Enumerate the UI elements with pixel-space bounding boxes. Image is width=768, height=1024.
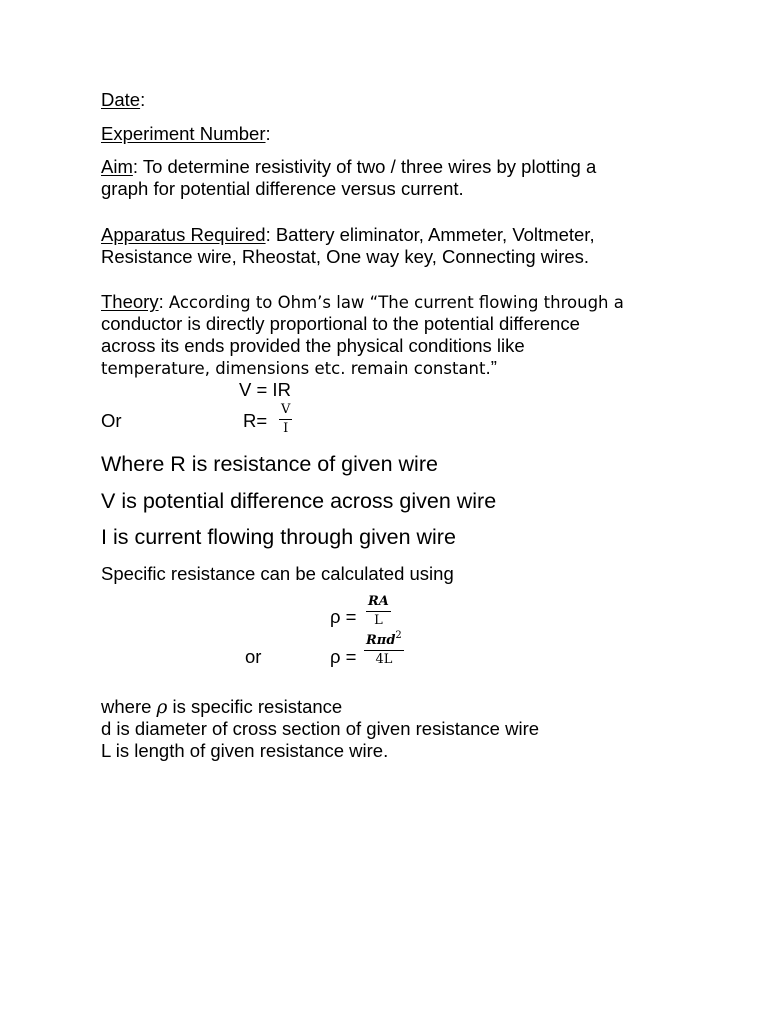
rho-fraction-1-denominator: L xyxy=(374,613,383,628)
apparatus-line-2: Resistance wire, Rheostat, One way key, Connecting wires. xyxy=(101,246,590,267)
apparatus-label: Apparatus Required xyxy=(101,224,266,245)
r-fraction xyxy=(279,403,292,436)
aim-text-1: : To determine resistivity of two / three wires by plotting a xyxy=(132,156,597,177)
rho-fraction-1 xyxy=(366,595,391,628)
r-fraction-numerator: V xyxy=(281,402,291,417)
rho-symbol: ρ xyxy=(156,697,168,718)
rho-fraction-2-bar xyxy=(364,650,404,651)
or-label-1: Or xyxy=(101,410,122,431)
aim-line-2: graph for potential difference versus current. xyxy=(101,178,464,199)
definition-i: I is current flowing through given wire xyxy=(101,525,456,549)
definition-r: Where R is resistance of given wire xyxy=(101,452,438,476)
ohms-law-formula: V = IR xyxy=(239,379,291,400)
where-l-line: L is length of given resistance wire. xyxy=(101,740,389,761)
rho-equals-2: ρ = xyxy=(330,646,357,667)
experiment-number-line xyxy=(101,123,271,145)
where-rho-prefix: where xyxy=(101,696,157,717)
rho-fraction-2-exponent: 2 xyxy=(395,630,402,641)
where-rho-line xyxy=(101,696,342,719)
rho-fraction-2-denominator: 4L xyxy=(375,652,393,667)
aim-line-1 xyxy=(101,156,596,178)
theory-colon: : xyxy=(158,291,169,312)
apparatus-text-1: : Battery eliminator, Ammeter, Voltmeter, xyxy=(265,224,595,245)
theory-line-2: conductor is directly proportional to the potential difference xyxy=(101,313,580,334)
rho-fraction-1-numerator: RA xyxy=(368,594,389,609)
rho-fraction-2-numerator xyxy=(364,630,404,648)
r-equals: R= xyxy=(243,410,268,431)
where-d-line: d is diameter of cross section of given resistance wire xyxy=(101,718,540,739)
or-label-2: or xyxy=(245,646,262,667)
r-fraction-bar xyxy=(279,419,292,420)
rho-fraction-1-bar xyxy=(366,611,391,612)
rho-fraction-2 xyxy=(364,630,404,667)
rho-fraction-2-numerator-text: Rπd xyxy=(366,633,396,648)
date-colon: : xyxy=(140,89,146,110)
definition-v: V is potential difference across given wire xyxy=(101,489,497,513)
date-line xyxy=(101,89,145,111)
theory-line-4a: temperature, dimensions etc. remain constant. xyxy=(101,359,491,378)
theory-line-3: across its ends provided the physical conditions like xyxy=(101,335,525,356)
apparatus-line-1 xyxy=(101,224,595,246)
rho-equals-1: ρ = xyxy=(330,606,357,627)
theory-line-4b: ” xyxy=(490,357,497,378)
aim-label: Aim xyxy=(101,156,133,177)
theory-line-1 xyxy=(101,291,624,314)
r-fraction-denominator: I xyxy=(283,421,289,436)
experiment-number-label: Experiment Number xyxy=(101,123,266,144)
experiment-number-colon: : xyxy=(265,123,271,144)
theory-label: Theory xyxy=(101,291,159,312)
where-rho-suffix: is specific resistance xyxy=(167,696,343,717)
specific-resistance-intro: Specific resistance can be calculated using xyxy=(101,563,454,584)
date-label: Date xyxy=(101,89,141,110)
theory-quote-1: According to Ohm’s law “The current flowing through a xyxy=(168,293,624,312)
theory-line-4 xyxy=(101,357,497,380)
